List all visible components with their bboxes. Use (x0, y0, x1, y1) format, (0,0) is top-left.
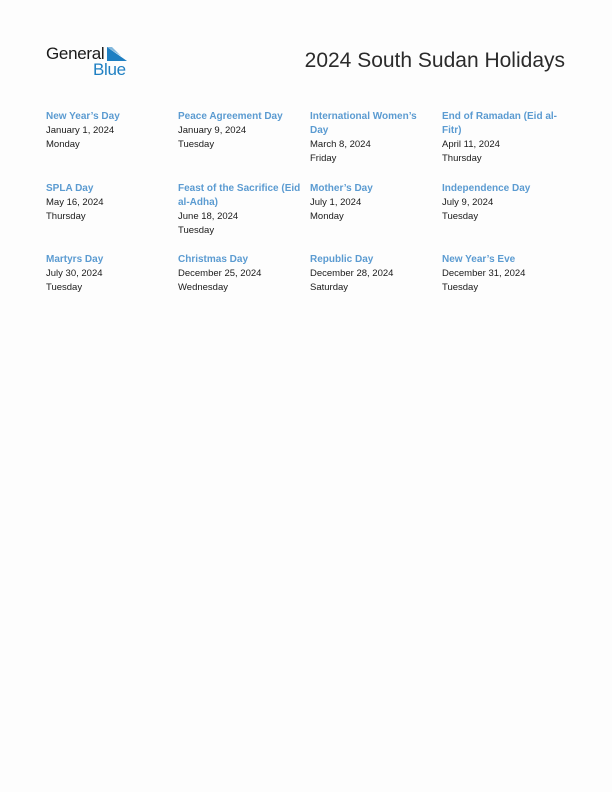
holiday-date: December 28, 2024 (310, 268, 394, 279)
holiday-item (310, 182, 442, 254)
holiday-weekday: Saturday (310, 282, 349, 293)
holiday-name: Martyrs Day (46, 254, 104, 265)
holiday-weekday: Tuesday (178, 139, 215, 150)
holiday-item (442, 182, 574, 254)
holiday-date: March 8, 2024 (310, 139, 371, 150)
holiday-weekday: Thursday (442, 153, 482, 164)
holiday-name: Mother’s Day (310, 182, 373, 194)
holiday-name: International Women’s Day (310, 111, 417, 136)
holiday-name: Peace Agreement Day (178, 111, 283, 122)
holiday-item (442, 253, 574, 325)
holiday-date: April 11, 2024 (442, 139, 500, 150)
page-title: 2024 South Sudan Holidays (304, 49, 565, 72)
holiday-grid (46, 110, 576, 325)
holiday-date: June 18, 2024 (178, 210, 239, 222)
holiday-name: New Year’s Eve (442, 254, 516, 265)
holiday-name: End of Ramadan (Eid al-Fitr) (442, 111, 558, 136)
holiday-item (310, 110, 442, 182)
holiday-date: December 31, 2024 (442, 268, 526, 279)
holiday-weekday: Tuesday (442, 282, 479, 293)
holiday-name: SPLA Day (46, 182, 94, 194)
holiday-name: Christmas Day (178, 254, 249, 265)
holiday-item (178, 182, 310, 254)
holiday-date: January 9, 2024 (178, 125, 247, 136)
holiday-name: Independence Day (442, 182, 531, 194)
holiday-weekday: Monday (46, 139, 80, 150)
holiday-name: Feast of the Sacrifice (Eid al-Adha) (178, 182, 301, 208)
holiday-item (46, 110, 178, 182)
holiday-weekday: Thursday (46, 210, 86, 222)
logo-flag-icon (107, 47, 127, 61)
holiday-weekday: Tuesday (178, 224, 215, 236)
holiday-item (46, 182, 178, 254)
holiday-item (310, 253, 442, 325)
holiday-item (178, 253, 310, 325)
holiday-date: January 1, 2024 (46, 125, 115, 136)
holiday-date: July 1, 2024 (310, 196, 362, 208)
holiday-weekday: Tuesday (46, 282, 83, 293)
holiday-weekday: Tuesday (442, 210, 479, 222)
holiday-name: New Year’s Day (46, 111, 120, 122)
holiday-weekday: Friday (310, 153, 337, 164)
holiday-date: December 25, 2024 (178, 268, 262, 279)
holiday-date: July 9, 2024 (442, 196, 494, 208)
holiday-item (178, 110, 310, 182)
holiday-weekday: Wednesday (178, 282, 228, 293)
holiday-date: July 30, 2024 (46, 268, 103, 279)
holiday-weekday: Monday (310, 210, 344, 222)
holiday-name: Republic Day (310, 254, 374, 265)
logo-text-blue: Blue (93, 60, 126, 79)
holiday-item (442, 110, 574, 182)
logo (46, 44, 136, 80)
logo-text-general: General (46, 44, 105, 63)
holiday-item (46, 253, 178, 325)
holiday-date: May 16, 2024 (46, 196, 104, 208)
